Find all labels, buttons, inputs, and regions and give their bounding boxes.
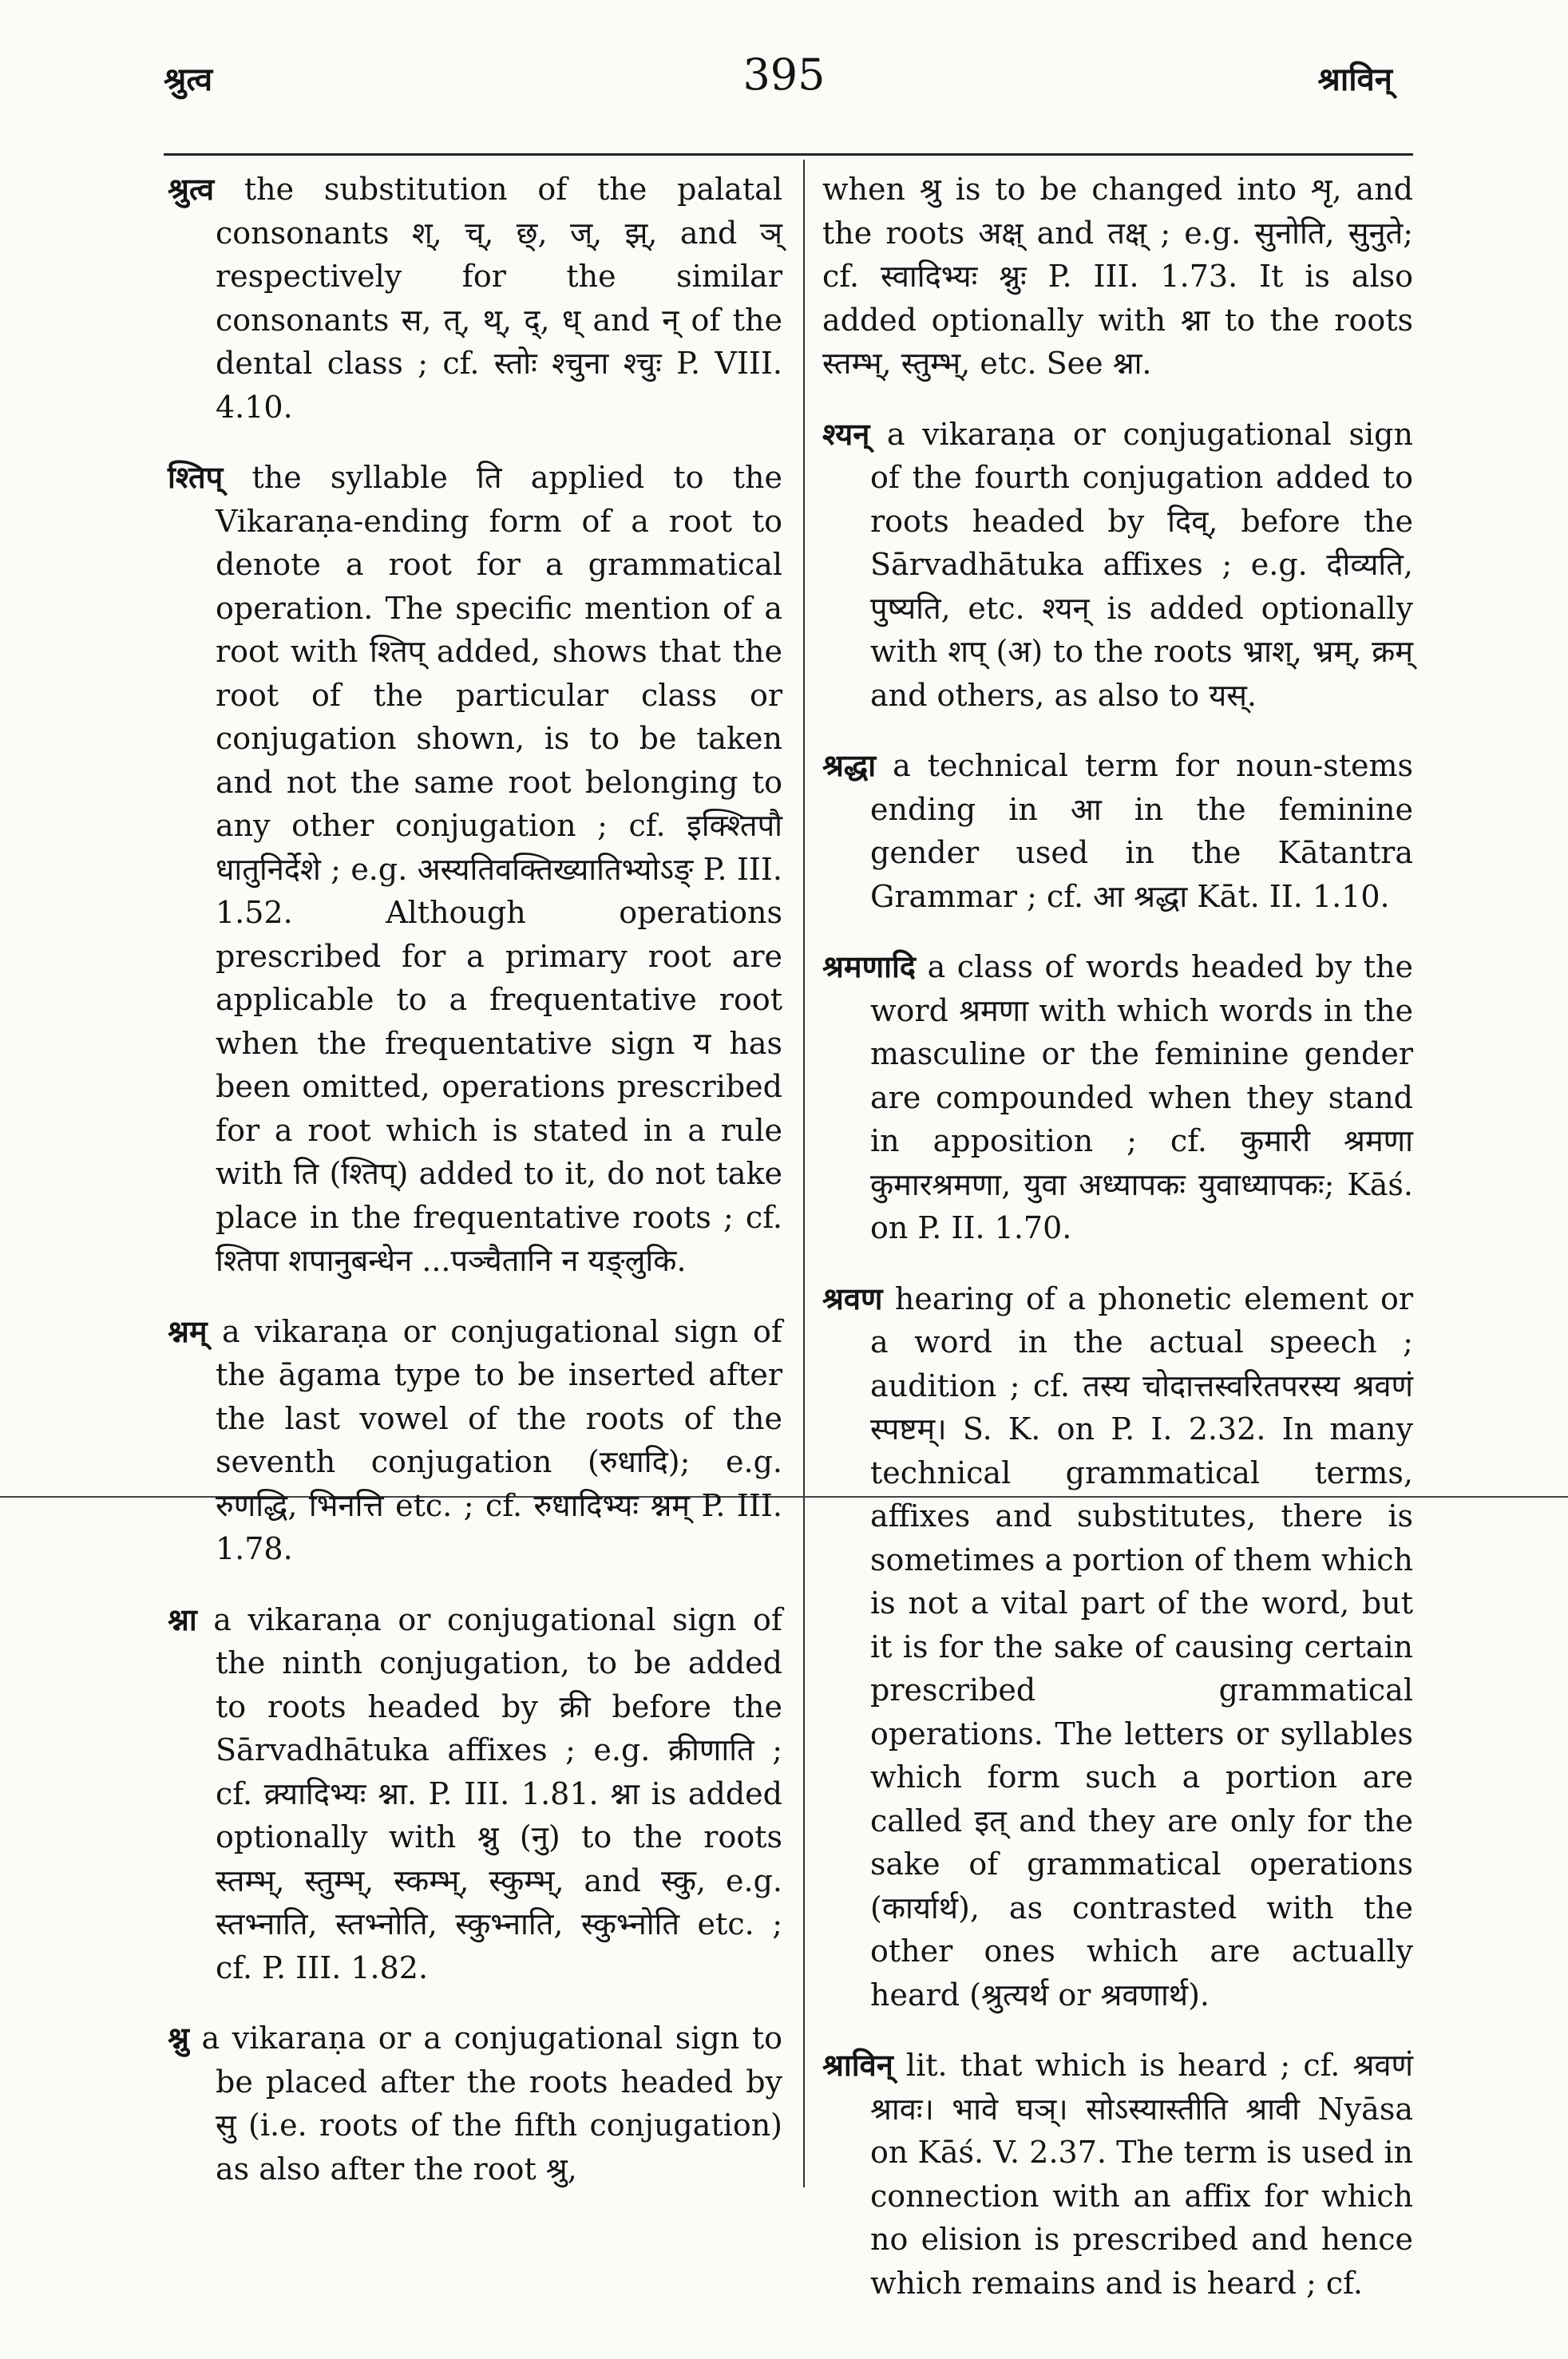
dictionary-entry (168, 1598, 782, 1990)
entry-headword: श्नु (168, 2020, 189, 2056)
dictionary-entry (168, 168, 782, 429)
dictionary-entry (822, 413, 1413, 718)
entry-headword: श्ना (168, 1601, 197, 1637)
entry-headword: श्रद्धा (822, 747, 877, 783)
dictionary-entry (168, 2017, 782, 2191)
entry-text: a vikaraṇa or conjugational sign of the ninth conjugation, to be added to roots headed by क्री before the Sārvadhātuka affixes ; e.g. क्रीणाति ; cf. क्र्यादिभ्यः श्ना. P. III. 1.81. श्ना is added optionally with श्नु (नु) to the roots स्तम्भ्, स्तुम्भ्, स्कम्भ्, स्कुम्भ्, and स्कु, e.g. स्तभ्नाति, स्तभ्नोति, स्कुभ्नाति, स्कुभ्नोति etc. ; cf. P. III. 1.82. (213, 1601, 782, 1985)
header-right-word: श्राविन् (1317, 61, 1392, 98)
entry-headword: श्रवण (822, 1280, 883, 1316)
dictionary-entry (822, 1277, 1413, 2017)
header-left-word: श्रुत्व (164, 61, 213, 98)
entry-headword: श्राविन् (822, 2047, 893, 2083)
entry-text: lit. that which is heard ; cf. श्रवणं श्रावः। भावे घञ्। सोऽस्यास्तीति श्रावी Nyāsa on Kāś. V. 2.37. The term is used in connection with an affix for which no elision is prescribed and hence which remains and is heard ; cf. (870, 2048, 1413, 2301)
dictionary-entry (822, 2044, 1413, 2305)
entry-text: a class of words headed by the word श्रमणा with which words in the masculine or the feminine gender are compounded when they stand in apposition ; cf. कुमारी श्रमणा कुमारश्रमणा, युवा अध्यापकः युवाध्यापकः; Kāś. on P. II. 1.70. (870, 949, 1413, 1245)
entry-text: when श्रु is to be changed into शृ, and the roots अक्ष् and तक्ष् ; e.g. सुनोति, सुनुते; cf. स्वादिभ्यः श्नुः P. III. 1.73. It is also added optionally with श्ना to the roots स्तम्भ्, स्तुम्भ्, etc. See श्ना. (822, 172, 1413, 381)
entry-text: hearing of a phonetic element or a word in the actual speech ; audition ; cf. तस्य चोदात्तस्वरितपरस्य श्रवणं स्पष्टम्। S. K. on P. I. 2.32. In many technical grammatical terms, affixes and substitutes, there is sometimes a portion of them which is not a vital part of the word, but it is for the sake of causing certain prescribed grammatical operations. The letters or syllables which form such a portion are called इत् and they are only for the sake of grammatical operations (कार्यार्थ), as contrasted with the other ones which are actually heard (श्रुत्यर्थ or श्रवणार्थ). (870, 1280, 1413, 2013)
entry-headword: श्यन् (822, 415, 870, 452)
page-header (0, 49, 1568, 113)
dictionary-entry-continuation (822, 168, 1413, 386)
left-column (168, 168, 782, 2218)
entry-text: a vikaraṇa or a conjugational sign to be placed after the roots headed by सु (i.e. roots of the fifth conjugation) as also after the root श्रु, (201, 2021, 782, 2187)
dictionary-entry (822, 744, 1413, 918)
header-rule (164, 153, 1413, 156)
entry-headword: श्नम् (168, 1312, 208, 1349)
entry-headword: श्रमणादि (822, 948, 916, 984)
entry-text: the substitution of the palatal consonants श्, च्, छ्, ज्, झ्, and ञ् respectively for the similar consonants स, त्, थ्, द्, ध् and न् of the dental class ; cf. स्तोः श्चुना श्चुः P. VIII. 4.10. (216, 172, 782, 425)
column-divider (803, 160, 805, 2187)
entry-text: a technical term for noun-stems ending in आ in the feminine gender used in the Kātantra Grammar ; cf. आ श्रद्धा Kāt. II. 1.10. (870, 748, 1413, 914)
dictionary-entry (168, 1310, 782, 1571)
entry-text: a vikaraṇa or conjugational sign of the āgama type to be inserted after the last vowel of the roots of the seventh conjugation (रुधादि); e.g. रुणद्धि, भिनत्ति etc. ; cf. रुधादिभ्यः श्नम् P. III. 1.78. (216, 1313, 782, 1566)
entry-headword: श्तिप् (168, 459, 224, 495)
dictionary-entry (822, 945, 1413, 1250)
entry-headword: श्रुत्व (168, 171, 215, 207)
right-column (822, 168, 1413, 2332)
entry-text: a vikaraṇa or conjugational sign of the fourth conjugation added to roots headed by दिव्, before the Sārvadhātuka affixes ; e.g. दीव्यति, पुष्यति, etc. श्यन् is added optionally with शप् (अ) to the roots भ्राश्, भ्रम्, क्रम् and others, as also to यस्. (870, 416, 1413, 713)
entry-text: the syllable ति applied to the Vikaraṇa-ending form of a root to denote a root for a grammatical operation. The specific mention of a root with श्तिप् added, shows that the root of the particular class or conjugation shown, is to be taken and not the same root belonging to any other conjugation ; cf. इक्श्तिपौ धातुनिर्देशे ; e.g. अस्यतिवक्तिख्यातिभ्योऽङ् P. III. 1.52. Although operations prescribed for a primary root are applicable to a frequentative root when the frequentative sign य has been omitted, operations prescribed for a root which is stated in a rule with ति (श्तिप्) added to it, do not take place in the frequentative roots ; cf. श्तिपा शपानुबन्धेन ...पञ्चैतानि न यङ्लुकि. (216, 460, 782, 1278)
dictionary-entry (168, 456, 782, 1283)
page-number: 395 (742, 49, 826, 100)
